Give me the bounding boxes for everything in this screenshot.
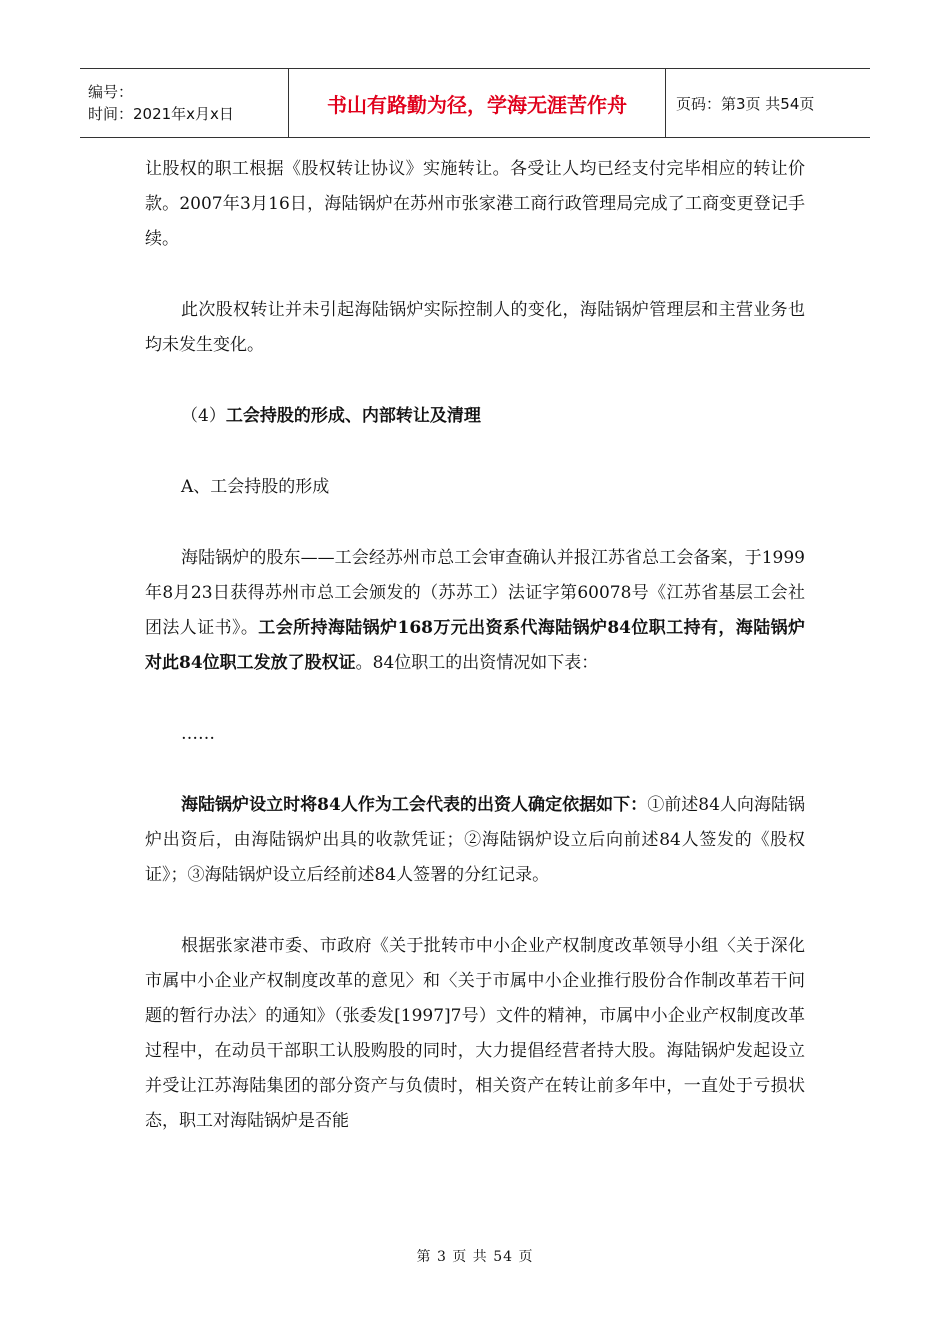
section-title: 工会持股的形成、内部转让及清理 bbox=[225, 406, 481, 426]
paragraph-5-part-c: 。84位职工的出资情况如下表： bbox=[355, 653, 599, 673]
header-motto-cell bbox=[289, 69, 666, 137]
paragraph-5-part-a: 海陆锅炉的股东——工会经苏州市总工会审查确认并报江苏省总工会备案，于1999年8月23日获得苏州市总工会颁发的（苏苏工）法证字第60078号《江苏省基层工会社团法人证书》。 bbox=[145, 548, 805, 638]
page-header bbox=[80, 68, 870, 138]
number-label: 编号： bbox=[88, 83, 134, 101]
paragraph-5 bbox=[145, 541, 805, 681]
section-number: （4） bbox=[181, 406, 226, 426]
subsection-heading: A、工会持股的形成 bbox=[181, 477, 330, 497]
paragraph-1: 让股权的职工根据《股权转让协议》实施转让。各受让人均已经支付完毕相应的转让价款。2007年3月16日，海陆锅炉在苏州市张家港工商行政管理局完成了工商变更登记手续。 bbox=[145, 159, 805, 249]
header-page-cell bbox=[666, 69, 870, 137]
ellipsis-line: …… bbox=[181, 724, 215, 744]
paragraph-7-part-b: ①前述84人向海陆锅炉出资后，由海陆锅炉出具的收款凭证；②海陆锅炉设立后向前述84人签发的《股权证》；③海陆锅炉设立后经前述84人签署的分红记录。 bbox=[145, 795, 805, 885]
section-heading bbox=[145, 399, 805, 434]
paragraph-7-bold: 海陆锅炉设立时将84人作为工会代表的出资人确定依据如下： bbox=[181, 795, 648, 815]
paragraph-2: 此次股权转让并未引起海陆锅炉实际控制人的变化，海陆锅炉管理层和主营业务也均未发生变化。 bbox=[145, 300, 805, 355]
document-body bbox=[145, 152, 805, 1139]
motto-text: 书山有路勤为径，学海无涯苦作舟 bbox=[327, 92, 627, 117]
paragraph-8: 根据张家港市委、市政府《关于批转市中小企业产权制度改革领导小组〈关于深化市属中小企业产权制度改革的意见〉和〈关于市属中小企业推行股份合作制改革若干问题的暂行办法〉的通知》（张委发[1997]7号）文件的精神，市属中小企业产权制度改革过程中，在动员干部职工认股购股的同时，大力提倡经营者持大股。海陆锅炉发起设立并受让江苏海陆集团的部分资产与负债时，相关资产在转让前多年中，一直处于亏损状态，职工对海陆锅炉是否能 bbox=[145, 936, 805, 1131]
page-footer: 第 3 页 共 54 页 bbox=[416, 1249, 534, 1265]
paragraph-5-bold: 工会所持海陆锅炉168万元出资系代海陆锅炉84位职工持有，海陆锅炉对此84位职工发放了股权证 bbox=[145, 618, 805, 673]
paragraph-7 bbox=[145, 788, 805, 893]
header-left-cell bbox=[80, 69, 289, 137]
date-label: 时间：2021年x月x日 bbox=[88, 105, 234, 123]
page-info: 页码：第3页 共54页 bbox=[676, 94, 815, 113]
